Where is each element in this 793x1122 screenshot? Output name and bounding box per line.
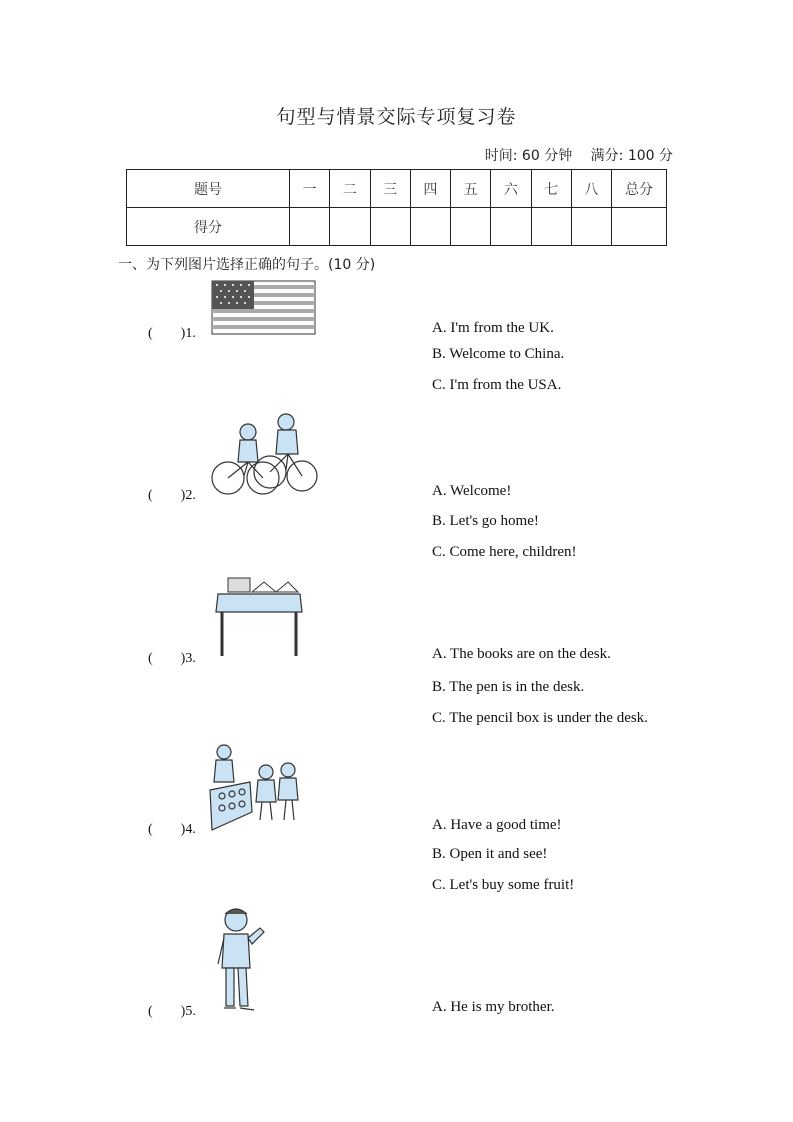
full-score: 满分: 100 分 (590, 148, 673, 164)
score-cell: 题号 (127, 170, 290, 208)
score-input-cell[interactable] (612, 208, 667, 246)
score-table (126, 169, 667, 246)
score-input-cell[interactable] (531, 208, 571, 246)
question-3-label[interactable]: ( )3. (148, 651, 196, 666)
score-input-cell[interactable] (410, 208, 450, 246)
question-3-option-b[interactable]: B. The pen is in the desk. (432, 679, 585, 695)
time-limit: 时间: 60 分钟 (484, 148, 573, 164)
score-input-cell[interactable] (290, 208, 330, 246)
score-cell: 一 (290, 170, 330, 208)
question-3-option-a[interactable]: A. The books are on the desk. (432, 646, 611, 662)
score-table-score-row (127, 208, 667, 246)
question-1-option-b[interactable]: B. Welcome to China. (432, 346, 565, 362)
score-input-cell[interactable] (451, 208, 491, 246)
score-cell: 八 (571, 170, 611, 208)
books-on-desk-icon (212, 574, 304, 658)
question-1-option-a[interactable]: A. I'm from the UK. (432, 320, 554, 336)
question-2-option-c[interactable]: C. Come here, children! (432, 544, 577, 560)
question-5-label[interactable]: ( )5. (148, 1004, 196, 1019)
score-input-cell[interactable] (370, 208, 410, 246)
question-5-option-a[interactable]: A. He is my brother. (432, 999, 555, 1015)
question-2-option-b[interactable]: B. Let's go home! (432, 513, 539, 529)
score-cell: 五 (451, 170, 491, 208)
question-1-label[interactable]: ( )1. (148, 326, 196, 341)
score-input-cell[interactable] (571, 208, 611, 246)
question-1-option-c[interactable]: C. I'm from the USA. (432, 377, 562, 393)
score-cell: 总分 (612, 170, 667, 208)
question-4-option-a[interactable]: A. Have a good time! (432, 817, 562, 833)
score-cell: 四 (410, 170, 450, 208)
question-3-option-c[interactable]: C. The pencil box is under the desk. (432, 710, 648, 726)
fruit-stall-children-icon (208, 742, 300, 834)
children-on-bicycles-icon (208, 410, 318, 498)
question-4-option-b[interactable]: B. Open it and see! (432, 846, 548, 862)
exam-meta (471, 145, 673, 165)
score-input-cell[interactable] (330, 208, 370, 246)
score-cell: 六 (491, 170, 531, 208)
question-2-label[interactable]: ( )2. (148, 488, 196, 503)
score-table-header-row (127, 170, 667, 208)
score-cell: 二 (330, 170, 370, 208)
score-input-cell[interactable] (491, 208, 531, 246)
question-4-label[interactable]: ( )4. (148, 822, 196, 837)
section-heading: 一、为下列图片选择正确的句子。(10 分) (118, 257, 376, 273)
usa-flag-icon (211, 280, 316, 336)
page-title: 句型与情景交际专项复习卷 (276, 106, 517, 128)
score-cell: 七 (531, 170, 571, 208)
question-4-option-c[interactable]: C. Let's buy some fruit! (432, 877, 575, 893)
score-cell: 三 (370, 170, 410, 208)
score-cell: 得分 (127, 208, 290, 246)
question-2-option-a[interactable]: A. Welcome! (432, 483, 512, 499)
waving-boy-icon (212, 906, 272, 1014)
